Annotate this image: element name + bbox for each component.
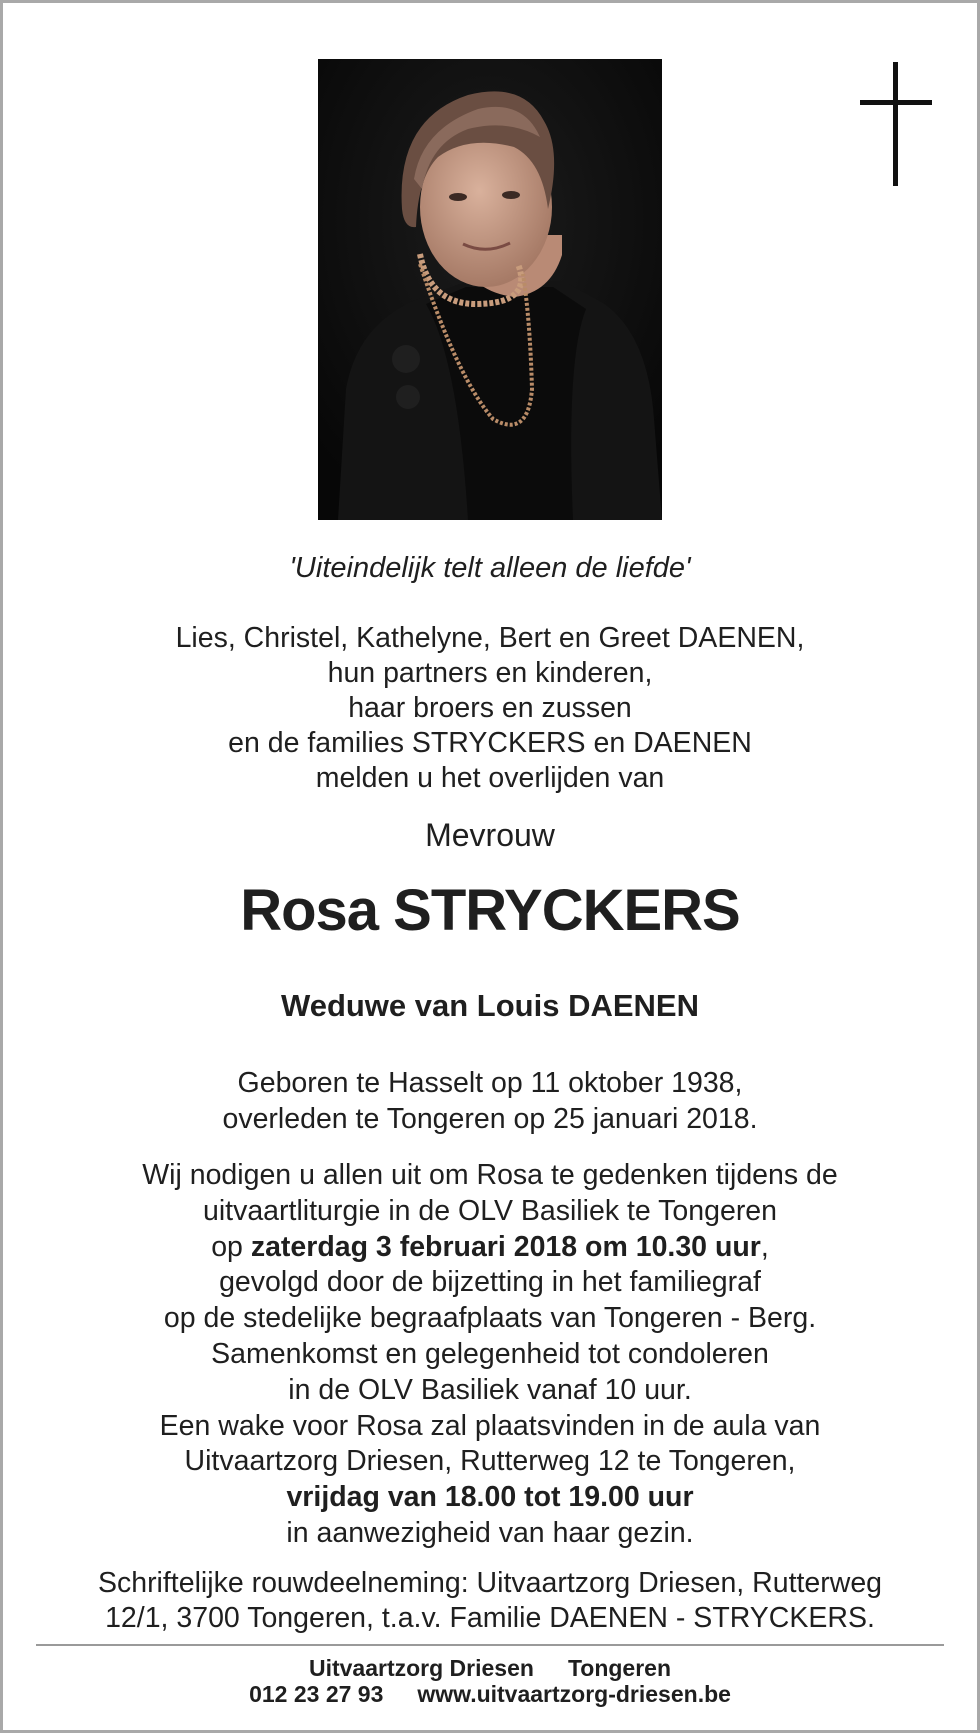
deceased-name: Rosa STRYCKERS	[240, 878, 740, 943]
divider	[36, 1644, 944, 1646]
footer-line-2	[0, 1681, 980, 1707]
service-line: in de OLV Basiliek vanaf 10 uur.	[288, 1373, 692, 1406]
footer-line-1	[0, 1655, 980, 1681]
service-line: in aanwezigheid van haar gezin.	[286, 1516, 694, 1549]
wake-time-text: vrijdag van 18.00 tot 19.00 uur	[286, 1481, 694, 1514]
service-line: Samenkomst en gelegenheid tot condoleren	[211, 1337, 769, 1370]
condolence-line: Schriftelijke rouwdeelneming: Uitvaartzorg Driesen, Rutterweg	[97, 1567, 883, 1599]
funeral-home-website[interactable]: www.uitvaartzorg-driesen.be	[417, 1681, 731, 1707]
service-line: Een wake voor Rosa zal plaatsvinden in de aula van	[159, 1409, 821, 1442]
service-line: gevolgd door de bijzetting in het familiegraf	[219, 1266, 761, 1299]
family-line: en de families STRYCKERS en DAENEN	[228, 727, 752, 759]
birth-line: Geboren te Hasselt op 11 oktober 1938,	[237, 1067, 743, 1099]
widow-line: Weduwe van Louis DAENEN	[281, 988, 699, 1023]
portrait-photo	[318, 59, 662, 520]
condolence-info	[48, 1566, 932, 1636]
family-line: melden u het overlijden van	[315, 762, 665, 794]
service-line: op de stedelijke begraafplaats van Tongeren - Berg.	[163, 1302, 817, 1335]
service-line-suffix: ,	[760, 1230, 769, 1263]
cross-icon	[860, 62, 932, 186]
condolence-line: 12/1, 3700 Tongeren, t.a.v. Familie DAENEN - STRYCKERS.	[105, 1602, 875, 1634]
wake-time	[0, 1480, 980, 1516]
service-date: zaterdag 3 februari 2018 om 10.30 uur	[250, 1230, 761, 1263]
funeral-home-footer	[0, 1655, 980, 1707]
death-line: overleden te Tongeren op 25 januari 2018.	[222, 1103, 758, 1135]
family-line: hun partners en kinderen,	[327, 657, 653, 689]
family-announcement	[0, 621, 980, 796]
motto: 'Uiteindelijk telt alleen de liefde'	[289, 552, 691, 584]
funeral-home-name: Uitvaartzorg Driesen	[308, 1655, 534, 1681]
service-line-prefix: op	[211, 1230, 251, 1263]
service-line: Wij nodigen u allen uit om Rosa te gedenken tijdens de	[142, 1159, 838, 1191]
service-details	[0, 1158, 980, 1552]
funeral-home-phone: 012 23 27 93	[249, 1681, 384, 1707]
service-line: uitvaartliturgie in de OLV Basiliek te Tongeren	[202, 1194, 778, 1227]
family-line: haar broers en zussen	[348, 692, 632, 724]
family-line: Lies, Christel, Kathelyne, Bert en Greet DAENEN,	[175, 622, 805, 654]
service-date-line	[0, 1230, 980, 1266]
life-dates	[0, 1065, 980, 1137]
funeral-home-city: Tongeren	[567, 1655, 672, 1681]
service-line: Uitvaartzorg Driesen, Rutterweg 12 te Tongeren,	[184, 1445, 796, 1478]
salutation: Mevrouw	[425, 817, 555, 853]
